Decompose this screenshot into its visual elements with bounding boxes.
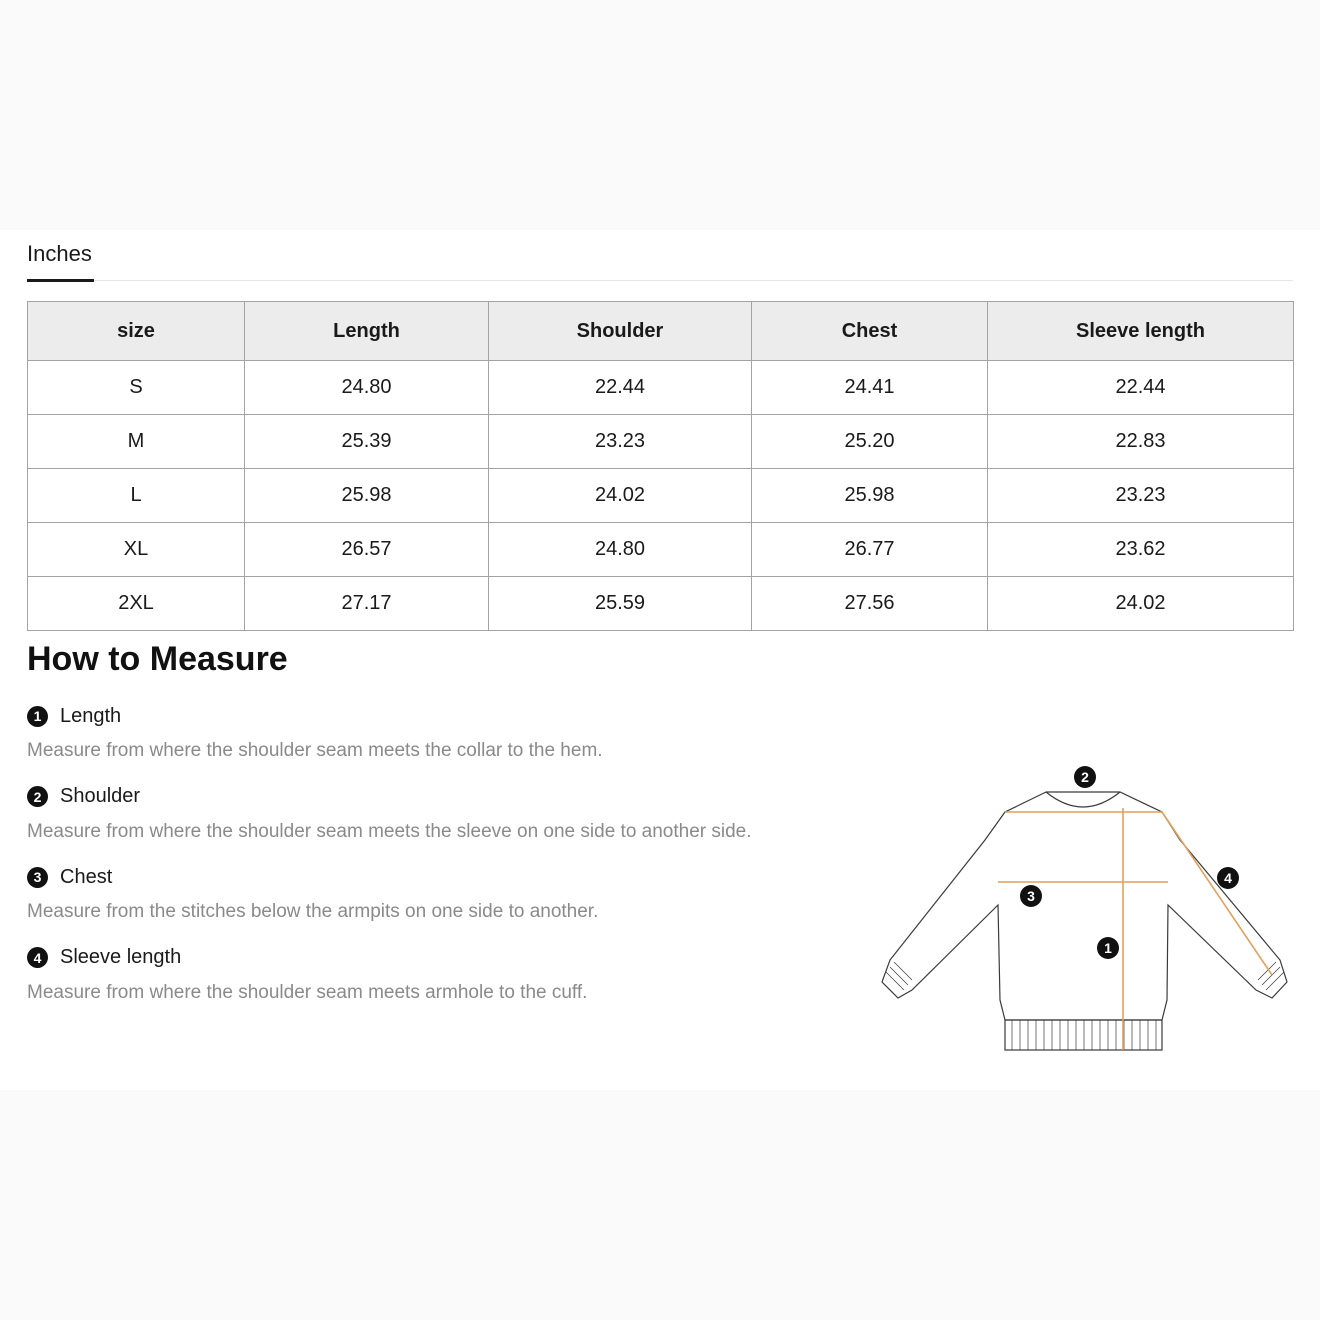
hem-rib (1005, 1020, 1162, 1050)
svg-text:3: 3 (1027, 888, 1035, 904)
table-row (28, 415, 1294, 469)
measure-guides (998, 808, 1272, 1050)
measure-steps (27, 700, 847, 1022)
step-description: Measure from where the shoulder seam meets the collar to the hem. (27, 740, 603, 761)
diagram-marker-3 (1020, 885, 1042, 907)
cell-sleeve-length: 22.44 (988, 361, 1294, 415)
step-number-badge: 4 (27, 947, 48, 968)
cuff-rib-lines (886, 962, 1284, 990)
header-chest: Chest (752, 302, 988, 361)
cell-shoulder: 24.80 (489, 523, 752, 577)
step-title: Shoulder (60, 785, 141, 807)
table-row (28, 361, 1294, 415)
diagram-marker-4 (1217, 867, 1239, 889)
cell-shoulder: 24.02 (489, 469, 752, 523)
cell-size: 2XL (28, 577, 245, 631)
step-description: Measure from where the shoulder seam meets armhole to the cuff. (27, 981, 588, 1003)
how-to-measure-title: How to Measure (27, 640, 288, 678)
hem-rib-lines (1012, 1020, 1156, 1050)
step-length (27, 700, 847, 781)
diagram-marker-2 (1074, 766, 1096, 788)
table-header-row (28, 302, 1294, 361)
sweater-measure-diagram (870, 760, 1300, 1060)
collar-outline (1046, 792, 1120, 807)
cell-shoulder: 22.44 (489, 361, 752, 415)
header-size: size (28, 302, 245, 361)
step-number-badge: 1 (27, 706, 48, 727)
cell-sleeve-length: 23.62 (988, 523, 1294, 577)
cell-chest: 25.20 (752, 415, 988, 469)
cell-chest: 24.41 (752, 361, 988, 415)
cell-chest: 25.98 (752, 469, 988, 523)
cell-chest: 26.77 (752, 523, 988, 577)
cell-sleeve-length: 22.83 (988, 415, 1294, 469)
step-number-badge: 2 (27, 786, 48, 807)
step-sleeve-length (27, 942, 847, 1023)
cell-size: L (28, 469, 245, 523)
cell-chest: 27.56 (752, 577, 988, 631)
step-description: Measure from the stitches below the armpits on one side to another. (27, 901, 599, 922)
step-shoulder (27, 781, 847, 862)
svg-text:4: 4 (1224, 870, 1232, 886)
header-sleeve-length: Sleeve length (988, 302, 1294, 361)
cell-size: S (28, 361, 245, 415)
tab-inches[interactable]: Inches (27, 240, 94, 282)
step-title: Chest (60, 865, 113, 888)
cell-length: 25.98 (245, 469, 489, 523)
table-row (28, 469, 1294, 523)
cell-sleeve-length: 23.23 (988, 469, 1294, 523)
step-description: Measure from where the shoulder seam meets the sleeve on one side to another side. (27, 820, 752, 842)
sleeve-guide (1162, 812, 1272, 975)
step-title: Sleeve length (60, 946, 182, 968)
cell-size: M (28, 415, 245, 469)
cell-shoulder: 23.23 (489, 415, 752, 469)
header-length: Length (245, 302, 489, 361)
cell-length: 25.39 (245, 415, 489, 469)
step-title: Length (60, 704, 122, 727)
cell-length: 24.80 (245, 361, 489, 415)
header-shoulder: Shoulder (489, 302, 752, 361)
step-number-badge: 3 (27, 867, 48, 888)
svg-text:2: 2 (1081, 769, 1089, 785)
table-row (28, 577, 1294, 631)
size-chart-table (27, 301, 1294, 631)
diagram-marker-1 (1097, 937, 1119, 959)
cell-sleeve-length: 24.02 (988, 577, 1294, 631)
cell-length: 27.17 (245, 577, 489, 631)
unit-tabs (27, 240, 1293, 281)
svg-text:1: 1 (1104, 940, 1112, 956)
step-chest (27, 861, 847, 942)
table-row (28, 523, 1294, 577)
cell-length: 26.57 (245, 523, 489, 577)
cell-shoulder: 25.59 (489, 577, 752, 631)
cell-size: XL (28, 523, 245, 577)
